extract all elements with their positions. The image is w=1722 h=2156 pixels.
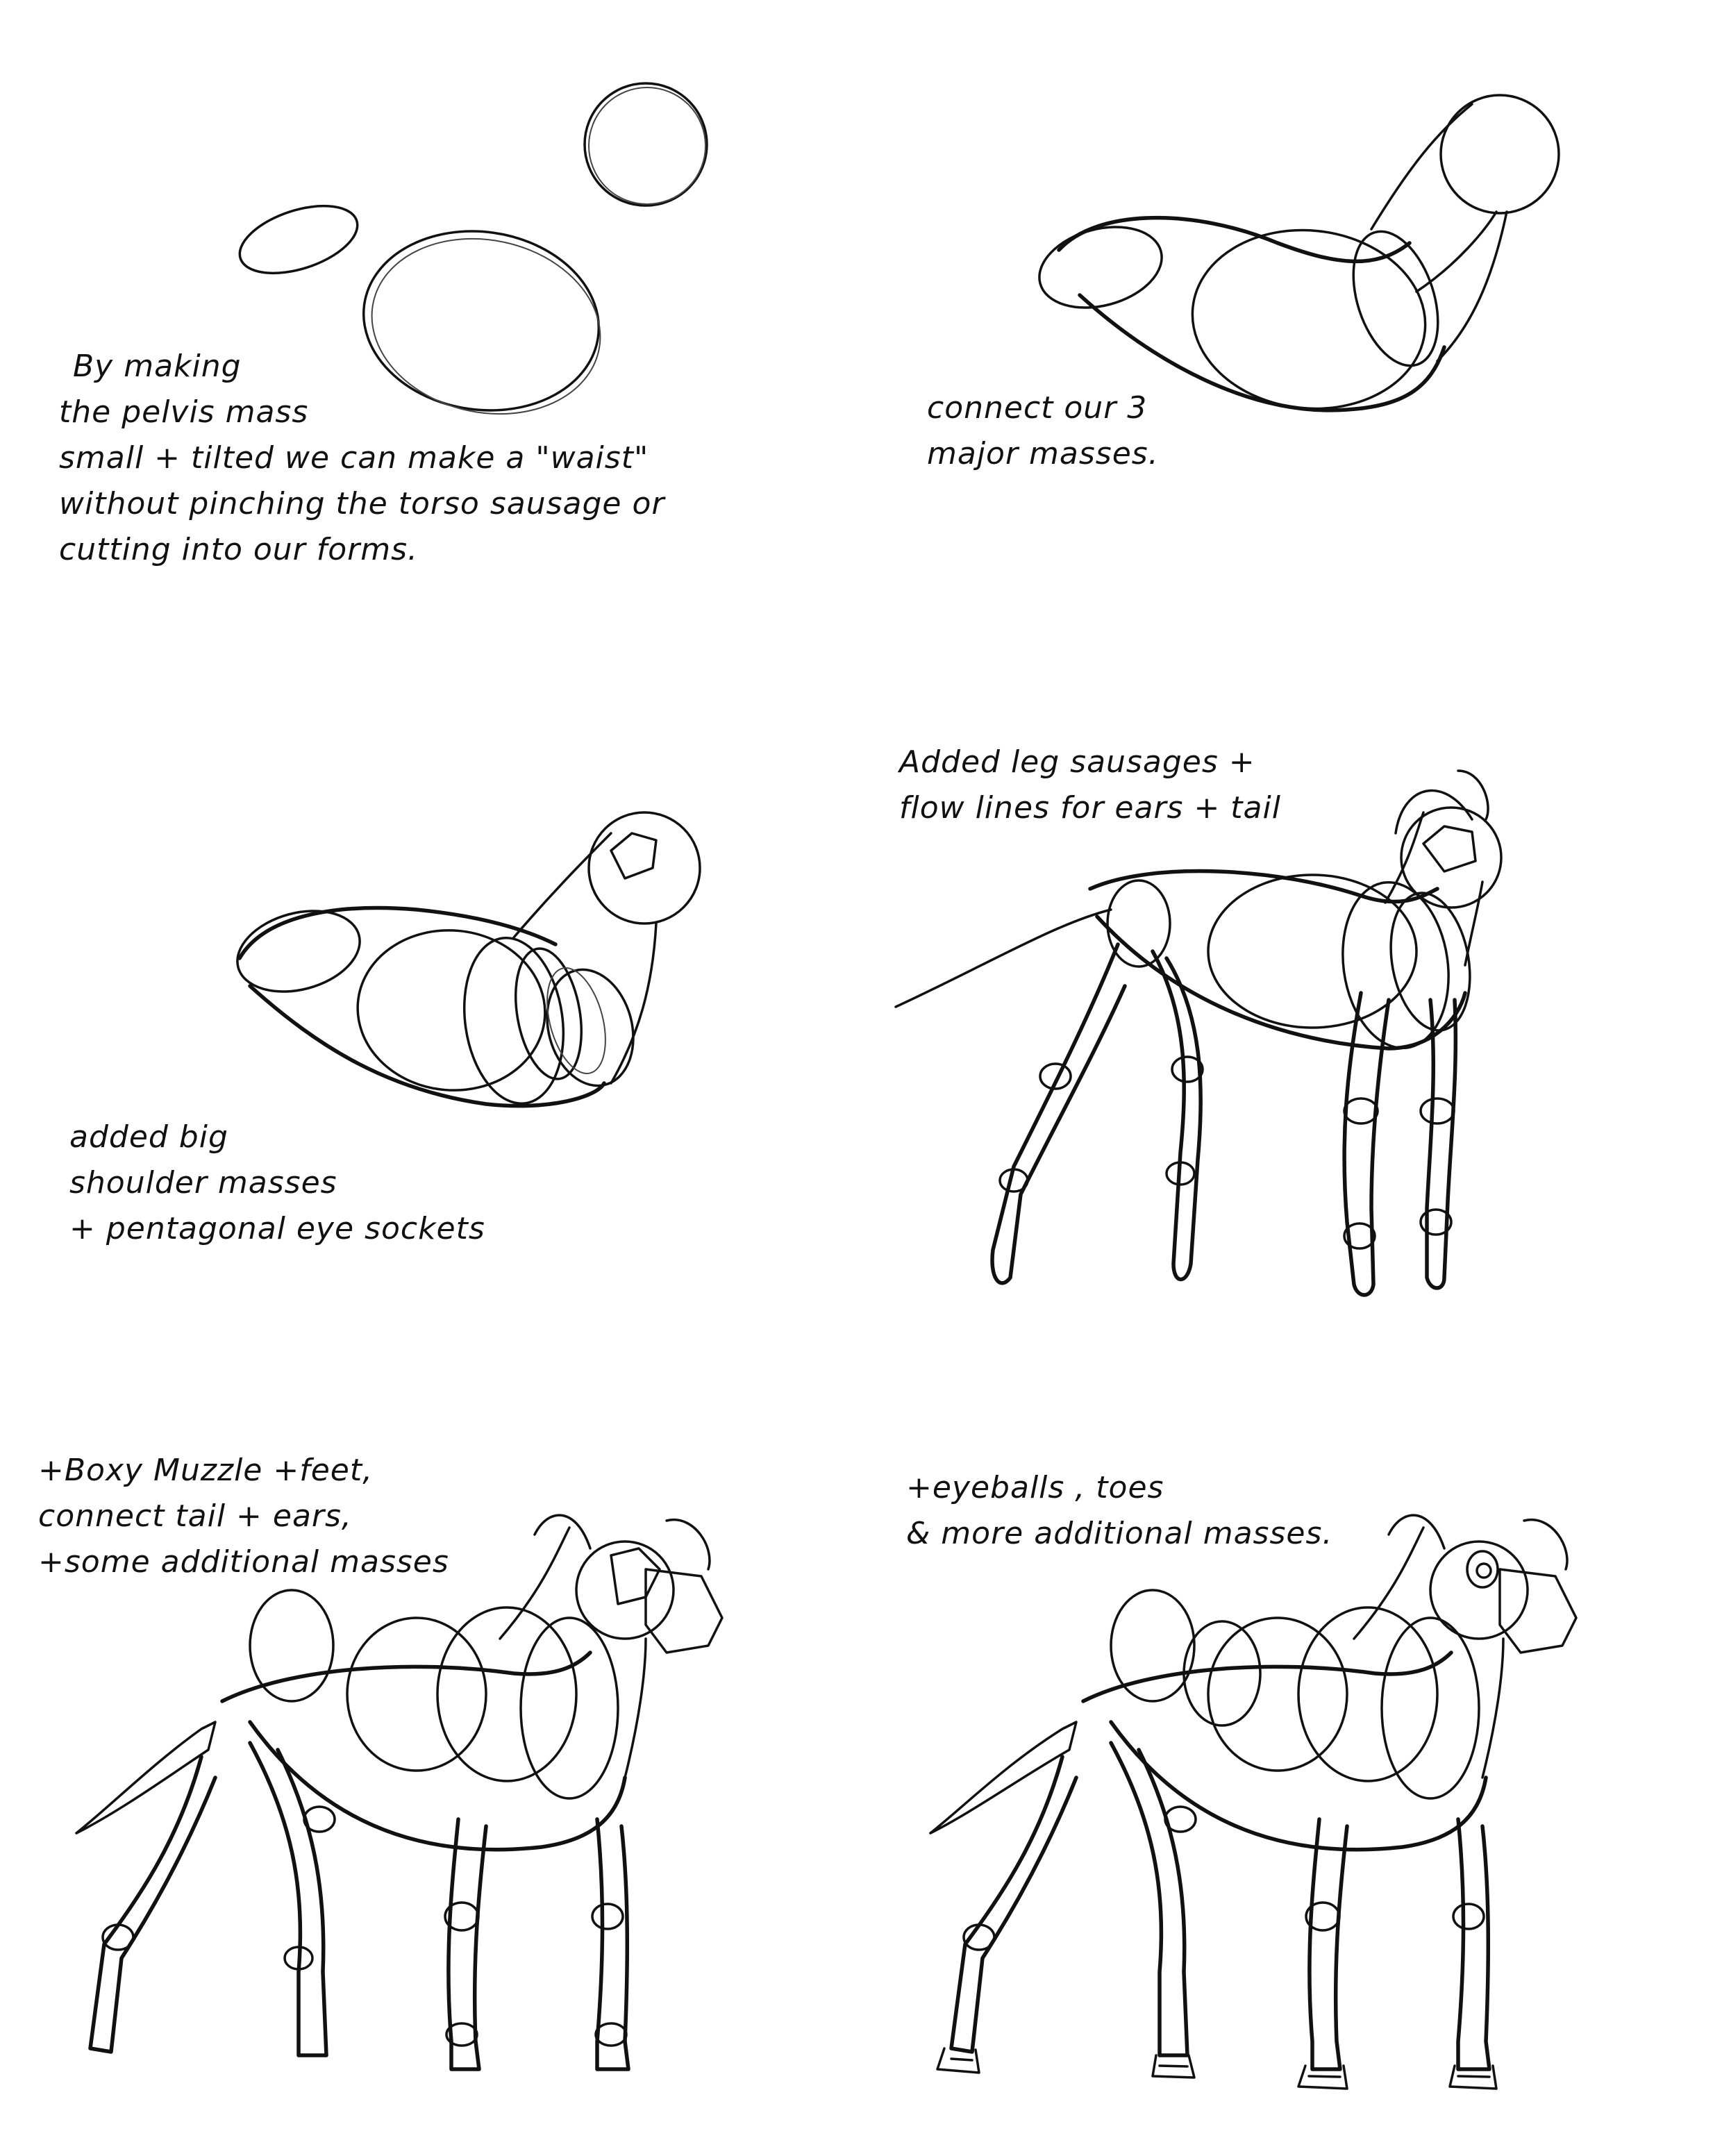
ear-right [1524,1520,1567,1569]
step-1-panel [0,0,861,722]
hind-leg-2 [1153,951,1201,1280]
step-2-caption: connect our 3 major masses. [927,390,1159,471]
neck-back [1371,104,1472,229]
tail-flow-line [896,910,1111,1007]
step-1-caption: By making the pelvis mass small + tilted we can make a "waist" without pinching the torso sausage or cutting into our forms. [59,349,665,567]
pelvis-mass [228,899,369,1005]
head-mass [1441,95,1559,213]
step-3-caption: added big shoulder masses + pentagonal eye sockets [69,1119,485,1246]
step-2-panel [861,0,1722,722]
boxy-muzzle [1500,1569,1576,1653]
step-3-panel [0,722,861,1430]
torso-mass [351,923,551,1098]
fore-leg-1 [1344,993,1389,1295]
hind-leg-1 [992,944,1125,1283]
toes-2 [1153,2055,1194,2078]
boxy-muzzle [646,1569,722,1653]
torso-mass [1184,219,1435,420]
head-mass [1430,1541,1528,1639]
step-5-caption: +Boxy Muzzle +feet, connect tail + ears, +some additional masses [38,1453,449,1580]
eyeball [1467,1551,1498,1587]
step-6-panel [861,1430,1722,2156]
pelvis-mass [231,193,365,286]
neck-under [1437,212,1507,361]
head-mass [589,812,700,924]
step-4-caption: Added leg sausages + flow lines for ears + tail [899,744,1281,826]
torso-mass [1208,875,1416,1028]
fore-leg-2 [1427,1000,1455,1288]
shoulder-mass-1 [454,931,574,1110]
head-mass [576,1541,674,1639]
step-6-caption: +eyeballs , toes & more additional masses. [906,1470,1333,1551]
step-3-shoulder-masses-drawing [0,722,861,1430]
ear-right [667,1520,710,1569]
pelvis-mass [1030,215,1171,321]
step-5-panel [0,1430,861,2156]
step-4-panel [861,722,1722,1430]
eye-socket-pentagon [611,833,656,878]
step-2-connected-masses-drawing [861,0,1722,722]
neck-ring [1338,221,1453,376]
